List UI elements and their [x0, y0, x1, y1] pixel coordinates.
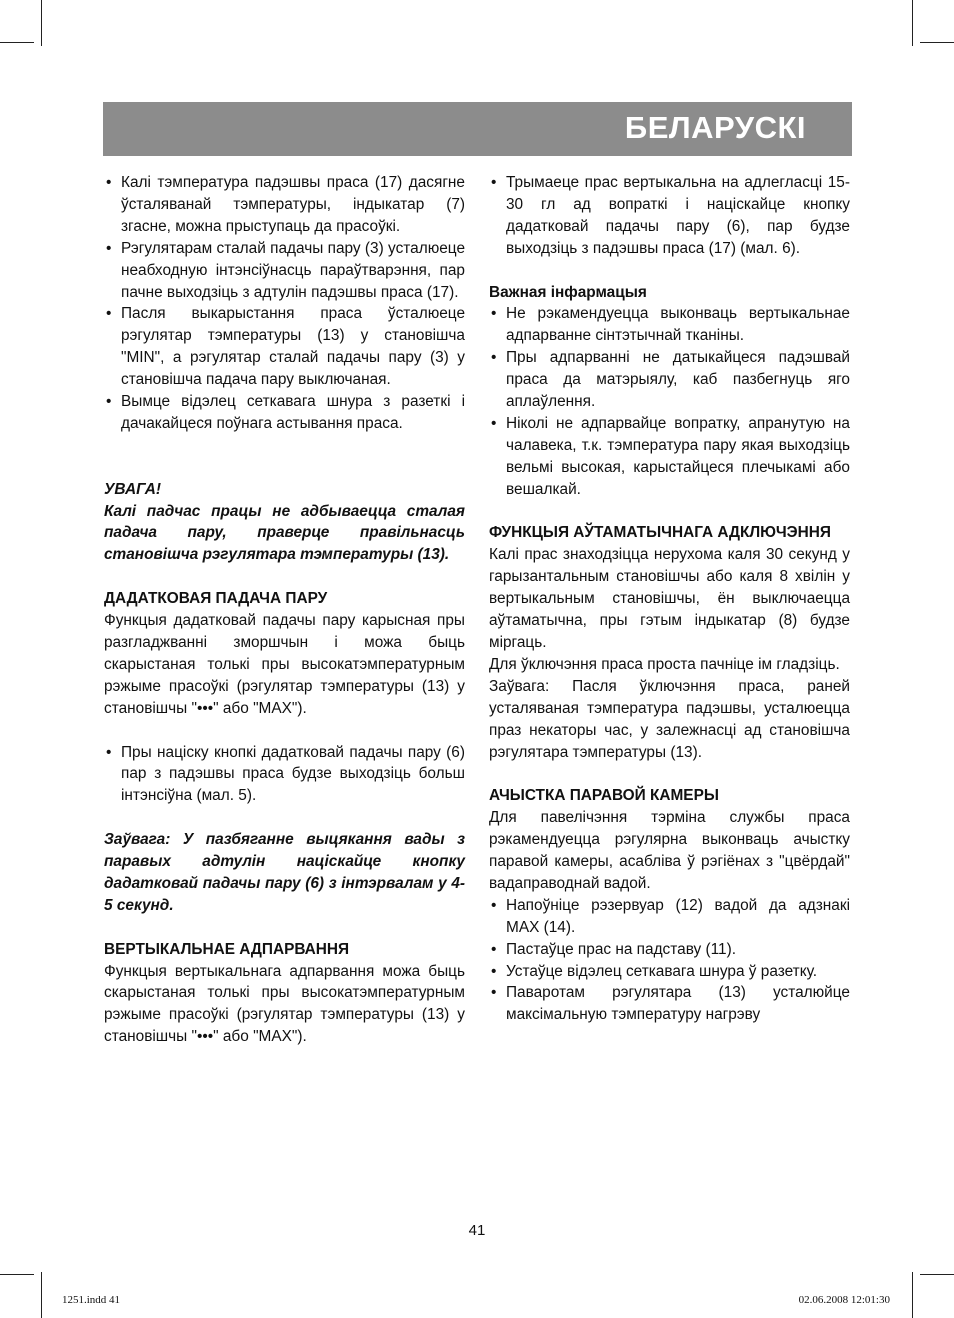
- crop-mark: [920, 1274, 954, 1275]
- section-paragraph: Калі прас знаходзіцца нерухома каля 30 секунд у гарызантальным становішчы або каля 8 хвілін у вертыкальным становішчы, ён выключаецца аўтаматычна, пры гэтым індыкатар (8) будзе міргаць.: [489, 546, 850, 651]
- crop-mark: [912, 1272, 913, 1318]
- language-header: [103, 102, 852, 156]
- section-paragraph: Для павелічэння тэрміна службы праса рэкамендуецца рэгулярна выконваць ачыстку паравой камеры, асабліва ў рэгіёнах з "цвёрдай" вадаправоднай вадой.: [489, 809, 850, 892]
- section-heading: ДАДАТКОВАЯ ПАДАЧА ПАРУ: [104, 590, 328, 608]
- right-column: [489, 172, 850, 1026]
- list-item: • Калі тэмпература падэшвы праса (17) дасягне ўсталяванай тэмпературы, індыкатар (7) згасне, можна прыступаць да прасоўкі.: [106, 174, 465, 235]
- crop-mark: [0, 1274, 34, 1275]
- list-item: • Пры адпарванні не датыкайцеся падэшвай праса да матэрыялу, каб пазбегнуць яго аплаўлення.: [491, 349, 850, 411]
- crop-mark: [912, 0, 913, 46]
- list-item: • Устаўце відэлец сеткавага шнура ў разетку.: [491, 962, 818, 980]
- section-paragraph: Функцыя дадатковай падачы пару карысная пры разгладжванні зморшчын і можа быць скарыстаная толькі пры высокатэмпературным рэжыме прасоўкі (рэгулятар тэмпературы (13) у становішчы "•••" або "MAX").: [104, 612, 465, 717]
- section-paragraph: Для ўключэння праса проста пачніце ім гладзіць.: [489, 655, 840, 673]
- list-item: • Не рэкамендуецца выконваць вертыкальнае адпарванне сінтэтычнай тканіны.: [491, 305, 850, 345]
- list-item: • Пастаўце прас на падставу (11).: [491, 940, 737, 958]
- section-heading: ВЕРТЫКАЛЬНАЕ АДПАРВАННЯ: [104, 940, 350, 958]
- left-column: [104, 172, 465, 1048]
- crop-mark: [0, 42, 34, 43]
- list-item: • Пры націску кнопкі дадатковай падачы пару (6) пар з падэшвы праса будзе выходзіць больш інтэнсіўна (мал. 5).: [106, 743, 465, 805]
- list-item: • Рэгулятарам сталай падачы пару (3) усталюеце неабходную інтэнсіўнасць параўтварэння, пар пачне выходзіць з адтулін падэшвы праса (17).: [106, 239, 465, 301]
- section-paragraph: Заўвага: Пасля ўключэння праса, раней усталяваная тэмпература падэшвы, усталюецца праз некаторы час, у залежнасці ад становішча рэгулятара тэмпературы (13).: [489, 677, 850, 761]
- section-paragraph: Функцыя вертыкальнага адпарвання можа быць скарыстаная толькі пры высокатэмпературным рэжыме прасоўкі (рэгулятар тэмпературы (13) у становішчы "•••" або "MAX").: [104, 962, 465, 1046]
- warning-text: Калі падчас працы не адбываецца сталая падача пару, праверце правільнасць становішча рэгулятара тэмпературы (13).: [104, 502, 465, 564]
- list-item: • Напоўніце рэзервуар (12) вадой да адзнакі MAX (14).: [491, 896, 850, 936]
- crop-mark: [920, 42, 954, 43]
- print-file-info: 1251.indd 41: [62, 1294, 121, 1306]
- list-item: • Трымаеце прас вертыкальна на адлегласці 15-30 гл ад вопраткі і націскайце кнопку дадатковай падачы пару (6), пар будзе выходзіць з падэшвы праса (17) (мал. 6).: [491, 174, 850, 257]
- section-heading: Важная інфармацыя: [489, 283, 647, 301]
- page-title: БЕЛАРУСКІ: [624, 110, 806, 145]
- list-item: • Вымце відэлец сеткавага шнура з разеткі і дачакайцеся поўнага астывання праса.: [106, 393, 465, 432]
- warning-title: УВАГА!: [104, 480, 161, 498]
- section-heading: АЧЫСТКА ПАРАВОЙ КАМЕРЫ: [489, 787, 719, 805]
- crop-mark: [41, 1272, 42, 1318]
- page-number: 41: [468, 1222, 486, 1239]
- list-item: • Пасля выкарыстання праса ўсталюеце рэгулятар тэмпературы (13) у становішча "MIN", а рэгулятар сталай падачы пару (3) у становішча падача пару выключаная.: [106, 305, 465, 389]
- list-item: • Паваротам рэгулятара (13) усталюйце максімальную тэмпературу нагрэву: [491, 984, 850, 1024]
- crop-mark: [41, 0, 42, 46]
- list-item: • Ніколі не адпарвайце вопратку, апранутую на чалавека, т.к. тэмпература пару якая выходзіць вельмі высокая, карыстайцеся плечыкамі або вешалкай.: [491, 414, 850, 498]
- section-heading: ФУНКЦЫЯ АЎТАМАТЫЧНАГА АДКЛЮЧЭННЯ: [489, 524, 831, 542]
- print-date-info: 02.06.2008 12:01:30: [798, 1294, 890, 1306]
- note-text: Заўвага: У пазбяганне выцякання вады з паравых адтулін націскайце кнопку дадатковай падачы пару (6) з інтэрвалам у 4-5 секунд.: [104, 831, 465, 914]
